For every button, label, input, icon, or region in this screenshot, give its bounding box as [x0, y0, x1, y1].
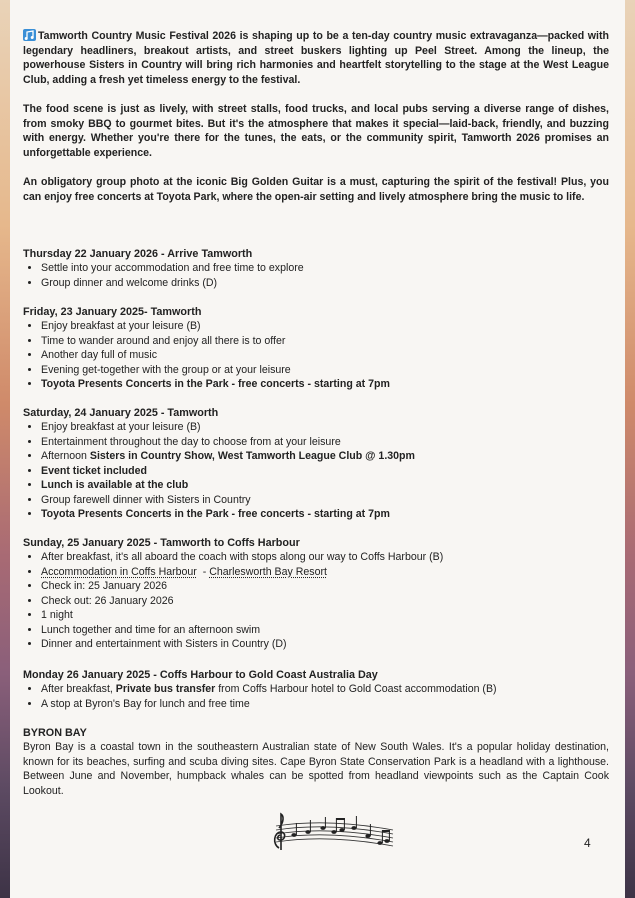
intro-paragraph-1 — [23, 29, 609, 87]
list-item: • Group farewell dinner with Sisters in Country — [41, 493, 415, 508]
list-item: • Entertainment throughout the day to choose from at your leisure — [41, 435, 415, 450]
list-item: • Another day full of music — [41, 348, 390, 363]
list-item: • Toyota Presents Concerts in the Park - free concerts - starting at 7pm — [41, 507, 415, 522]
document-page — [10, 0, 625, 898]
list-item — [41, 565, 443, 580]
list-item-bold: Sisters in Country Show, West Tamworth League Club @ 1.30pm — [89, 450, 415, 462]
list-item: • Lunch is available at the club — [41, 478, 415, 493]
intro-text-1: Tamworth Country Music Festival 2026 is shaping up to be a ten-day country music extravaganza—packed with legendary headliners, breakout artists, and street buskers lighting up Peel Street. Among the lineup, the powerhouse Sisters in Country will bring rich harmonies and heartfelt storytelling to the stage at the West League Club, adding a fresh yet timeless energy to the festival. — [23, 30, 609, 86]
list-item: • Lunch together and time for an afternoon swim — [41, 623, 443, 638]
list-item: • Enjoy breakfast at your leisure (B) — [41, 420, 415, 435]
list-item: • Check in: 25 January 2026 — [41, 579, 443, 594]
list-item: • Dinner and entertainment with Sisters in Country (D) — [41, 637, 443, 652]
page-number: 4 — [584, 836, 591, 850]
list-item: • Event ticket included — [41, 464, 415, 479]
list-item: • Time to wander around and enjoy all there is to offer — [41, 334, 390, 349]
list-item: • Settle into your accommodation and free time to explore — [41, 261, 304, 276]
list-item — [41, 449, 415, 464]
day-heading: Sunday, 25 January 2025 - Tamworth to Coffs Harbour — [23, 537, 300, 549]
list-item: • 1 night — [41, 608, 443, 623]
day-heading: Thursday 22 January 2026 - Arrive Tamworth — [23, 248, 253, 260]
day-list — [23, 550, 443, 652]
day-heading: Saturday, 24 January 2025 - Tamworth — [23, 407, 219, 419]
day-list — [23, 682, 497, 711]
day-heading: Monday 26 January 2025 - Coffs Harbour to Gold Coast Australia Day — [23, 669, 378, 681]
byron-heading: BYRON BAY — [23, 727, 87, 739]
list-item: • Check out: 26 January 2026 — [41, 594, 443, 609]
list-item: • Toyota Presents Concerts in the Park - free concerts - starting at 7pm — [41, 377, 390, 392]
list-item: • Group dinner and welcome drinks (D) — [41, 276, 304, 291]
day-heading: Friday, 23 January 2025- Tamworth — [23, 306, 202, 318]
byron-paragraph: Byron Bay is a coastal town in the southeastern Australian state of New South Wales. It's a popular holiday destination, known for its beaches, surfing and scuba diving sites. Cape Byron State Conservation Park is a headland with a lighthouse. Between June and November, humpback whales can be spotted from headland viewpoints such as the Captain Cook Lookout. — [23, 741, 609, 797]
list-item-text: Afternoon — [41, 450, 90, 462]
list-item — [41, 682, 497, 697]
day-list — [23, 319, 390, 392]
resort-link[interactable]: Charlesworth Bay Resort — [209, 565, 327, 578]
day-list — [23, 261, 304, 290]
separator: - — [196, 565, 210, 578]
list-item-text: from Coffs Harbour hotel to Gold Coast accommodation (B) — [215, 683, 497, 695]
list-item: • Evening get-together with the group or at your leisure — [41, 363, 390, 378]
day-list — [23, 420, 415, 522]
list-item: • After breakfast, it's all aboard the coach with stops along our way to Coffs Harbour (B) — [41, 550, 443, 565]
list-item-text: After breakfast, — [41, 683, 116, 695]
list-item-bold: Private bus transfer — [115, 683, 216, 695]
list-item: • Enjoy breakfast at your leisure (B) — [41, 319, 390, 334]
accommodation-link[interactable]: Accommodation in Coffs Harbour — [41, 565, 197, 578]
music-note-icon — [23, 29, 36, 41]
music-staff-icon — [268, 810, 398, 854]
intro-paragraph-3: An obligatory group photo at the iconic Big Golden Guitar is a must, capturing the spirit of the festival! Plus, you can enjoy free concerts at Toyota Park, where the open-air setting and lively atmosphere bring the music to life. — [23, 176, 609, 203]
intro-paragraph-2: The food scene is just as lively, with street stalls, food trucks, and local pubs serving a diverse range of dishes, from smoky BBQ to gourmet bites. But it's the atmosphere that makes it special—laid-back, friendly, and buzzing with energy. Whether you're there for the tunes, the eats, or the community spirit, Tamworth 2026 promises an unforgettable experience. — [23, 103, 609, 159]
list-item: • A stop at Byron's Bay for lunch and free time — [41, 697, 497, 712]
